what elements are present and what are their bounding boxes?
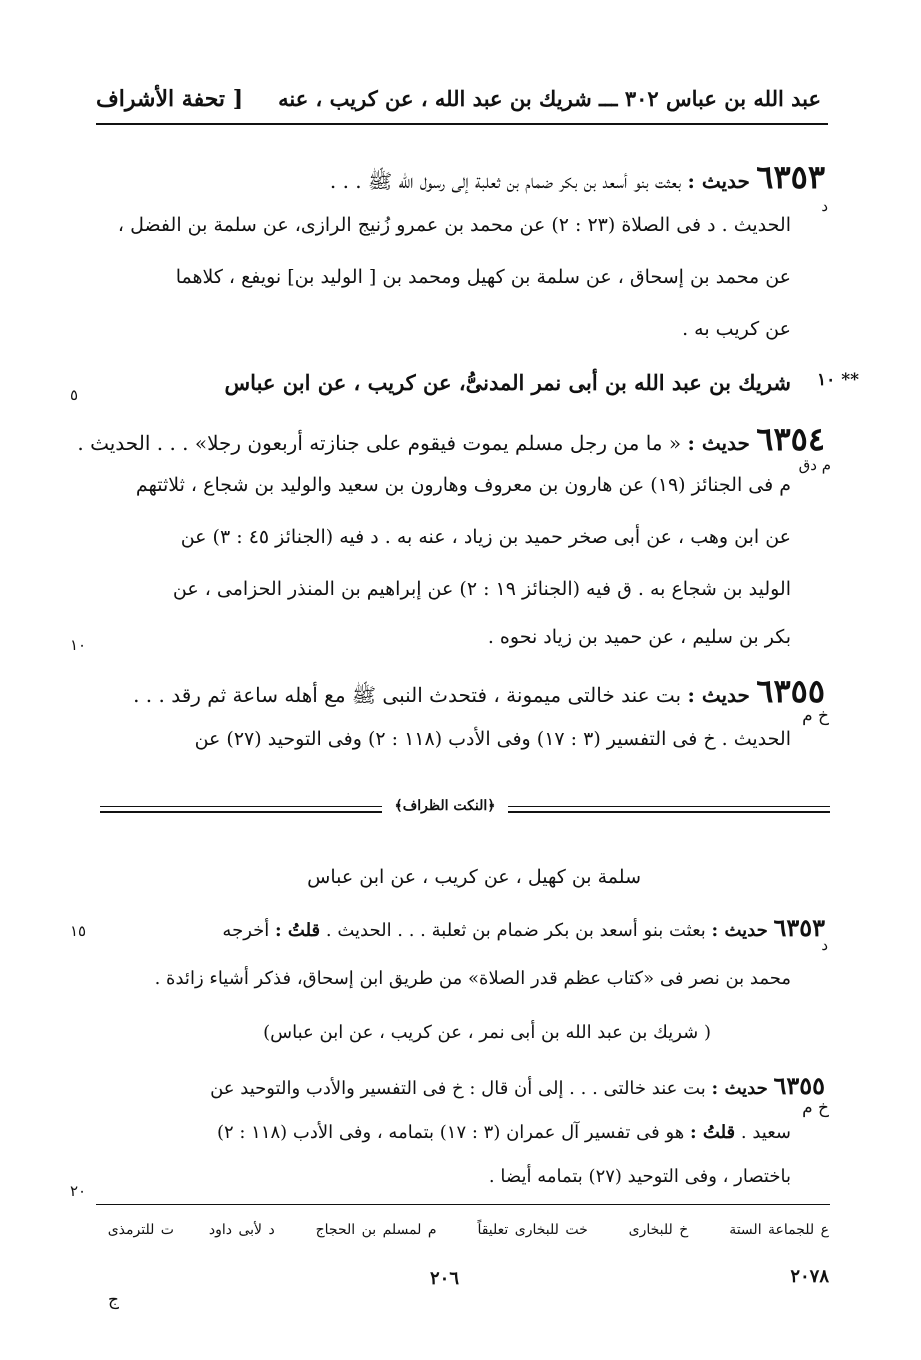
signature-mark: ج	[108, 1290, 119, 1310]
section-heading: شريك بن عبد الله بن أبى نمر المدنىُّ، عن كريب ، عن ابن عباس	[224, 370, 791, 395]
hadith-number: ٦٣٥٥	[773, 1071, 825, 1100]
abbr-item: خ للبخارى	[628, 1222, 689, 1238]
hadith-6354-line2: م فى الجنائز (١٩) عن هارون بن معروف وهارون بن سعيد والوليد بن شجاع ، ثلاثتهم	[135, 474, 791, 496]
hadith-number: ٦٣٥٤	[756, 420, 825, 458]
sigla-mark: م دق	[798, 456, 831, 474]
running-header-right: عبد الله بن عباس ٣٠٢ ـــ شريك بن عبد الله ، عن كريب ، عنه	[278, 86, 821, 111]
hadith-keyword: حديث :	[711, 1078, 768, 1099]
sigla-mark: خ م	[802, 1098, 829, 1118]
hadith-6353-line2: الحديث . د فى الصلاة (٢٣ : ٢) عن محمد بن عمرو زُنيج الرازى، عن سلمة بن الفضل ،	[117, 214, 791, 236]
hadith-text: بت عند خالتى . . . إلى أن قال : خ فى التفسير والأدب والتوحيد عن	[210, 1078, 706, 1099]
hadith-text-cont: أخرجه	[222, 920, 270, 941]
nukat-divider-right-top	[508, 806, 830, 807]
hadith-6354-line5: بكر بن سليم ، عن حميد بن زياد نحوه .	[487, 626, 791, 648]
line-number-margin: ١٥	[70, 922, 87, 940]
abbr-item: ع للجماعة الستة	[729, 1222, 829, 1238]
hadith-number: ٦٣٥٣	[756, 158, 825, 196]
hadith-6355-line1	[133, 672, 825, 710]
qult-keyword: قلتُ :	[690, 1122, 736, 1143]
abbr-item: خت للبخارى تعليقاً	[477, 1222, 588, 1238]
abbr-item: ت للترمذى	[107, 1222, 174, 1238]
hadith-text: بعثت بنو أسعد بن بكر ضمام بن ثعلبة إلى رسول الله ﷺ . . .	[329, 169, 682, 193]
hadith-text: « ما من رجل مسلم يموت فيقوم على جنازته أربعون رجلا» . . . الحديث .	[77, 431, 682, 455]
hadith-number: ٦٣٥٣	[773, 913, 825, 942]
hadith-text-cont: هو فى تفسير آل عمران (٣ : ١٧) بتمامه ، وفى الأدب (١١٨ : ٢)	[216, 1122, 685, 1143]
nukat-6355-line2	[217, 1122, 791, 1144]
nukat-6353-line1	[222, 914, 825, 943]
section-stars: ** ١٠	[817, 370, 859, 390]
sigla-mark: خ م	[802, 706, 829, 726]
abbr-item: د لأبى داود	[208, 1222, 275, 1238]
sequence-number: ٢٠٧٨	[790, 1266, 829, 1287]
abbr-item: م لمسلم بن الحجاج	[315, 1222, 437, 1238]
line-number-margin: ١٠	[70, 636, 87, 654]
nukat-heading: سلمة بن كهيل ، عن كريب ، عن ابن عباس	[307, 866, 641, 888]
hadith-text: بعثت بنو أسعد بن بكر ضمام بن ثعلبة . . . الحديث .	[325, 920, 706, 941]
page-number: ٢٠٦	[430, 1268, 460, 1289]
qult-keyword: قلتُ :	[275, 920, 321, 941]
nukat-6355-line3: باختصار ، وفى التوحيد (٢٧) بتمامه أيضا .	[488, 1166, 791, 1187]
nukat-6353-line2: محمد بن نصر فى «كتاب عظم قدر الصلاة» من طريق ابن إسحاق، فذكر أشياء زائدة .	[154, 968, 791, 989]
line-number-margin: ٥	[70, 386, 79, 404]
nukat-title-bracket-close: ﴾	[394, 798, 403, 814]
abbreviation-key	[108, 1222, 829, 1239]
nukat-divider-right-bottom	[508, 811, 830, 813]
hadith-text: سعيد .	[740, 1122, 791, 1143]
hadith-keyword: حديث :	[711, 920, 768, 941]
hadith-text: بت عند خالتى ميمونة ، فتحدث النبى ﷺ مع أهله ساعة ثم رقد . . .	[133, 683, 682, 707]
nukat-6355-line1	[210, 1072, 825, 1101]
nukat-heading-2: ( شريك بن عبد الله بن أبى نمر ، عن كريب ، عن ابن عباس)	[263, 1022, 711, 1043]
nukat-title	[384, 798, 506, 815]
sigla-mark: د	[821, 197, 828, 215]
line-number-margin: ٢٠	[70, 1182, 87, 1200]
hadith-6354-line1	[77, 420, 825, 458]
nukat-divider-left-top	[100, 806, 382, 807]
nukat-title-text: النكت الظراف	[402, 798, 488, 814]
hadith-keyword: حديث :	[687, 431, 750, 455]
hadith-keyword: حديث :	[687, 683, 750, 707]
nukat-title-bracket-open: ﴿	[487, 798, 496, 814]
hadith-6355-line2: الحديث . خ فى التفسير (٣ : ١٧) وفى الأدب (١١٨ : ٢) وفى التوحيد (٢٧) عن	[194, 728, 791, 750]
hadith-6354-line3: عن ابن وهب ، عن أبى صخر حميد بن زياد ، عنه به . د فيه (الجنائز ٤٥ : ٣) عن	[180, 526, 791, 548]
hadith-6353-line1	[330, 158, 825, 196]
sigla-mark: د	[821, 936, 828, 954]
header-rule	[96, 123, 828, 125]
hadith-6353-line3: عن محمد بن إسحاق ، عن سلمة بن كهيل ومحمد بن [ الوليد بن] نويفع ، كلاهما	[175, 266, 791, 288]
hadith-6354-line4: الوليد بن شجاع به . ق فيه (الجنائز ١٩ : ٢) عن إبراهيم بن المنذر الحزامى ، عن	[172, 578, 791, 600]
nukat-divider-left-bottom	[100, 811, 382, 813]
hadith-keyword: حديث :	[687, 169, 750, 193]
footer-rule	[96, 1204, 830, 1205]
hadith-6353-line4: عن كريب به .	[682, 318, 791, 340]
running-header-left: [ تحفة الأشراف	[96, 86, 244, 112]
hadith-number: ٦٣٥٥	[756, 672, 825, 710]
